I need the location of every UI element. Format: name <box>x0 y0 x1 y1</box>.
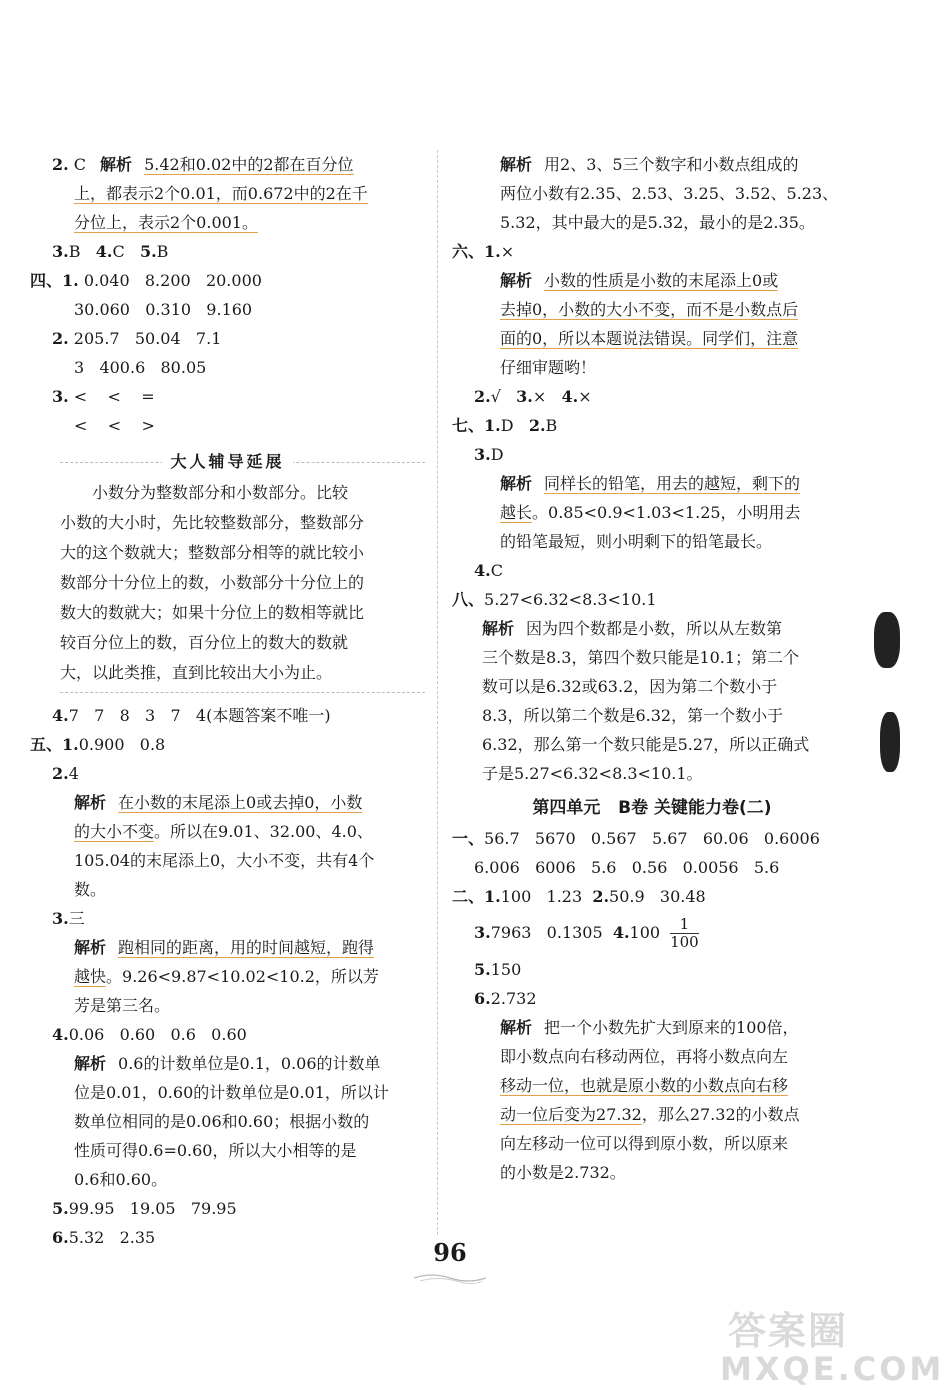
unit-section-2-q6-analysis-4: 动一位后变为27.32，那么27.32的小数点 <box>500 1105 800 1124</box>
tutoring-box-title: 大人辅导延展 <box>30 446 425 478</box>
section-8-analysis-6: 子是5.27<6.32<8.3<10.1。 <box>482 764 703 783</box>
section-6-q2-4: 2.√ 3.× 4.× <box>474 387 592 406</box>
answer-2-line3: 分位上，表示2个0.001。 <box>74 213 258 232</box>
tutoring-box-divider <box>60 692 425 701</box>
section-8-analysis-4: 8.3，所以第二个数是6.32，第一个数小于 <box>482 706 784 725</box>
left-column <box>30 150 425 1252</box>
unit-section-2-q1-2: 二、1.100 1.23 2.50.9 30.48 <box>452 887 706 906</box>
section-5-q3-analysis: 解析 跑相同的距离，用的时间越短，跑得 <box>74 938 375 957</box>
right-column <box>452 150 852 1187</box>
section-8-analysis-3: 数可以是6.32或63.2，因为第二个数小于 <box>482 677 778 696</box>
section-5-q3-analysis-2: 越快。9.26<9.87<10.02<10.2，所以芳 <box>74 967 379 986</box>
section-7-q4: 4.C <box>474 561 503 580</box>
tutoring-line: 小数的大小时，先比较整数部分，整数部分 <box>60 513 365 532</box>
section-4-q2: 2. 205.7 50.04 7.1 <box>52 329 222 348</box>
section-5-q5: 5.99.95 19.05 79.95 <box>52 1199 237 1218</box>
section-6-q1-analysis: 解析 小数的性质是小数的末尾添上0或 <box>500 271 779 290</box>
section-5-q3-analysis-3: 芳是第三名。 <box>74 996 171 1015</box>
continued-analysis: 解析 用2、3、5三个数字和小数点组成的 <box>500 155 799 174</box>
section-8-analysis-2: 三个数是8.3，第四个数只能是10.1；第二个 <box>482 648 800 667</box>
unit-section-2-q5: 5.150 <box>474 960 522 979</box>
section-5-q2-analysis: 解析 在小数的末尾添上0或去掉0，小数 <box>74 793 363 812</box>
section-8-analysis: 解析 因为四个数都是小数，所以从左数第 <box>482 619 783 638</box>
section-5-q4-analysis-2: 位是0.01，0.60的计数单位是0.01，所以计 <box>74 1083 389 1102</box>
unit-title: 第四单元 B卷 关键能力卷(二) <box>532 798 772 818</box>
continued-analysis-3: 5.32，其中最大的是5.32，最小的是2.35。 <box>500 213 815 232</box>
section-6-q1-analysis-3: 面的0，所以本题说法错误。同学们，注意 <box>500 329 799 348</box>
fraction: $\frac{1}{100}$ <box>670 915 699 951</box>
unit-section-2-q6-analysis-6: 的小数是2.732。 <box>500 1163 626 1182</box>
section-4-q1-row2: 30.060 0.310 9.160 <box>74 300 253 319</box>
section-7-q3-analysis-3: 的铅笔最短，则小明剩下的铅笔最长。 <box>500 532 773 551</box>
page-number: 96 <box>433 1238 467 1267</box>
watermark: 答案圈 MXQE.COM <box>720 1309 944 1388</box>
unit-section-2-q6-analysis-2: 即小数点向右移动两位，再将小数点向左 <box>500 1047 789 1066</box>
page-number-ornament <box>412 1270 488 1284</box>
continued-analysis-2: 两位小数有2.35、2.53、3.25、3.52、5.23、 <box>500 184 839 203</box>
scan-edge-shadow <box>874 612 900 668</box>
section-5-q2: 2.4 <box>52 764 79 783</box>
section-5-q4-analysis: 解析 0.6的计数单位是0.1，0.06的计数单 <box>74 1054 381 1073</box>
section-5-q2-analysis-2: 的大小不变。所以在9.01、32.00、4.0、 <box>74 822 373 841</box>
unit-section-2-q6-analysis: 解析 把一个小数先扩大到原来的100倍， <box>500 1018 799 1037</box>
section-6-q1-analysis-4: 仔细审题哟！ <box>500 358 597 377</box>
section-7-q3-analysis-2: 越长。0.85<0.9<1.03<1.25，小明用去 <box>500 503 801 522</box>
section-5-q4: 4.0.06 0.60 0.6 0.60 <box>52 1025 247 1044</box>
section-5-q1: 五、1.0.900 0.8 <box>30 735 166 754</box>
scan-edge-shadow <box>880 712 900 772</box>
section-4-q3: 3. < < = <box>52 387 155 406</box>
section-5-q4-analysis-3: 数单位相同的是0.06和0.60；根据小数的 <box>74 1112 370 1131</box>
section-8-analysis-5: 6.32，那么第一个数只能是5.27，所以正确式 <box>482 735 810 754</box>
section-6-q1: 六、1.× <box>452 242 515 261</box>
tutoring-line: 数大的数就大；如果十分位上的数相等就比 <box>60 603 365 622</box>
column-divider <box>437 150 438 1235</box>
tutoring-line: 小数分为整数部分和小数部分。比较 <box>92 483 349 502</box>
answer-3-5: 3.B 4.C 5.B <box>52 242 169 261</box>
section-5-q4-analysis-4: 性质可得0.6=0.60，所以大小相等的是 <box>74 1141 357 1160</box>
tutoring-box-body <box>30 478 425 688</box>
section-5-q2-analysis-4: 数。 <box>74 880 107 899</box>
answer-4: 4.7 7 8 3 7 4(本题答案不唯一) <box>52 706 331 725</box>
section-5-q6: 6.5.32 2.35 <box>52 1228 156 1247</box>
tutoring-line: 大的这个数就大；整数部分相等的就比较小 <box>60 543 365 562</box>
unit-section-2-q3-4: 3.7963 0.1305 4.100 $\frac{1}{100}$ <box>474 915 699 951</box>
unit-section-2-q6-analysis-3: 移动一位，也就是原小数的小数点向右移 <box>500 1076 789 1095</box>
unit-section-1: 一、56.7 5670 0.567 5.67 60.06 0.6006 <box>452 829 820 848</box>
tutoring-line: 数部分十分位上的数，小数部分十分位上的 <box>60 573 365 592</box>
section-7-q3-analysis: 解析 同样长的铅笔，用去的越短，剩下的 <box>500 474 801 493</box>
section-4-q1: 四、1. 0.040 8.200 20.000 <box>30 271 262 290</box>
unit-section-1-row2: 6.006 6006 5.6 0.56 0.0056 5.6 <box>474 858 780 877</box>
section-7-q3: 3.D <box>474 445 504 464</box>
section-7-q1-2: 七、1.D 2.B <box>452 416 558 435</box>
unit-section-2-q6: 6.2.732 <box>474 989 537 1008</box>
unit-section-2-q6-analysis-5: 向左移动一位可以得到原小数，所以原来 <box>500 1134 789 1153</box>
section-5-q3: 3.三 <box>52 909 85 928</box>
section-5-q2-analysis-3: 105.04的末尾添上0，大小不变，共有4个 <box>74 851 375 870</box>
answer-2: 2. C 解析 5.42和0.02中的2都在百分位 <box>52 155 354 174</box>
answer-2-line2: 上，都表示2个0.01，而0.672中的2在千 <box>74 184 368 203</box>
tutoring-line: 大，以此类推，直到比较出大小为止。 <box>60 663 333 682</box>
section-5-q4-analysis-5: 0.6和0.60。 <box>74 1170 168 1189</box>
section-4-q2-row2: 3 400.6 80.05 <box>74 358 207 377</box>
section-6-q1-analysis-2: 去掉0，小数的大小不变，而不是小数点后 <box>500 300 799 319</box>
section-4-q3-row2: < < > <box>74 416 155 435</box>
section-8: 八、5.27<6.32<8.3<10.1 <box>452 590 657 609</box>
tutoring-line: 较百分位上的数，百分位上的数大的数就 <box>60 633 349 652</box>
